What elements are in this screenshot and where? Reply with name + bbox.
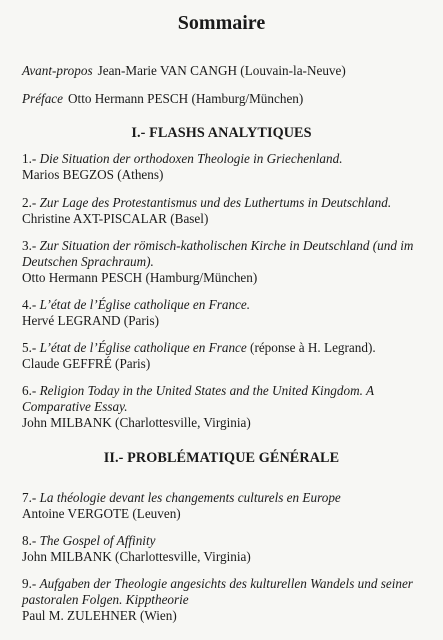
entry-author: Hervé LEGRAND (Paris) (22, 313, 159, 328)
contents-entry-7 (22, 490, 432, 522)
front-label: Préface (22, 91, 64, 106)
entry-title: 3.- Zur Situation der römisch-katholischen Kirche in Deutschland (und im Deutschen Sprachraum). (22, 238, 414, 269)
front-author: Jean-Marie VAN CANGH (Louvain-la-Neuve) (97, 63, 346, 78)
entry-author: Marios BEGZOS (Athens) (22, 167, 164, 182)
contents-entry-6 (22, 383, 432, 431)
contents-entry-1 (22, 151, 432, 183)
section-heading-2: II.- PROBLÉMATIQUE GÉNÉRALE (103, 450, 340, 466)
entry-title: 9.- Aufgaben der Theologie angesichts des kulturellen Wandels und seiner pastoralen Folgen. Kipptheorie (22, 576, 413, 607)
front-matter-preface (22, 91, 303, 107)
page-title: Sommaire (177, 12, 266, 34)
front-label: Avant-propos (22, 63, 93, 78)
entry-author: Antoine VERGOTE (Leuven) (22, 506, 181, 521)
entry-title: 4.- L’état de l’Église catholique en France. (22, 297, 251, 312)
contents-entry-3 (22, 238, 432, 286)
entry-author: John MILBANK (Charlottesville, Virginia) (22, 415, 251, 430)
entry-author: Christine AXT-PISCALAR (Basel) (22, 211, 209, 226)
entry-title: 6.- Religion Today in the United States and the United Kingdom. A Comparative Essay. (22, 383, 374, 414)
contents-entry-9 (22, 576, 432, 624)
entry-title: 2.- Zur Lage des Protestantismus und des Luthertums in Deutschland. (22, 195, 392, 210)
contents-entry-5 (22, 340, 432, 372)
entry-title: 8.- The Gospel of Affinity (22, 533, 156, 548)
entry-author: Otto Hermann PESCH (Hamburg/München) (22, 270, 258, 285)
entry-title: 1.- Die Situation der orthodoxen Theologie in Griechenland. (22, 151, 343, 166)
contents-entry-2 (22, 195, 432, 227)
entry-author: Paul M. ZULEHNER (Wien) (22, 608, 177, 623)
entry-title: 7.- La théologie devant les changements culturels en Europe (22, 490, 341, 505)
front-author: Otto Hermann PESCH (Hamburg/München) (68, 91, 304, 106)
entry-title: 5.- L’état de l’Église catholique en France (réponse à H. Legrand). (22, 340, 376, 355)
entry-author: Claude GEFFRÉ (Paris) (22, 356, 151, 371)
entry-author: John MILBANK (Charlottesville, Virginia) (22, 549, 251, 564)
section-heading-1: I.- FLASHS ANALYTIQUES (131, 125, 312, 141)
front-matter-foreword (22, 63, 346, 79)
contents-entry-8 (22, 533, 432, 565)
contents-entry-4 (22, 297, 432, 329)
